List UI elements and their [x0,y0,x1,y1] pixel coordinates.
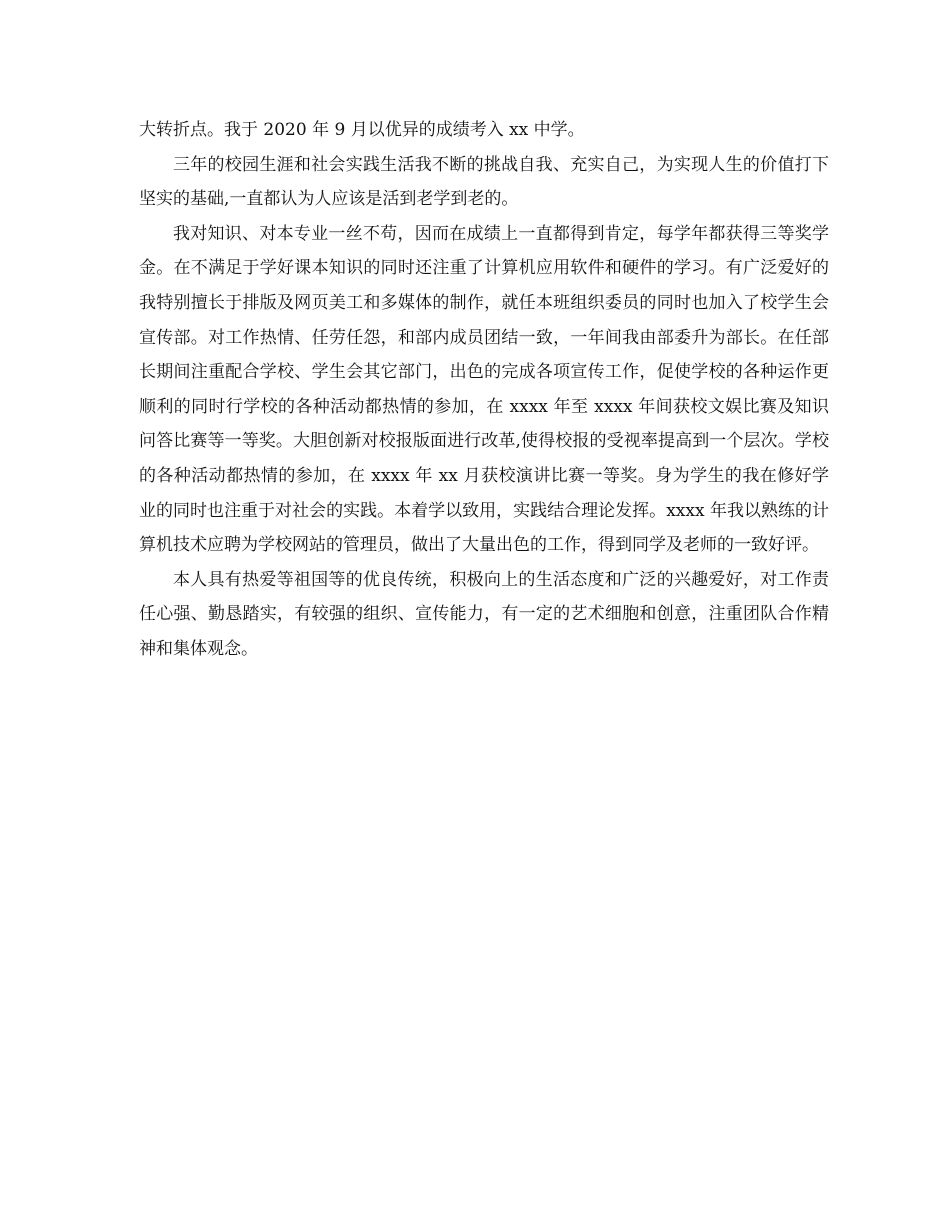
paragraph-continuation: 大转折点。我于 2020 年 9 月以优异的成绩考入 xx 中学。 [139,120,585,140]
document-body [139,113,829,667]
paragraph-campus-life: 三年的校园生涯和社会实践生活我不断的挑战自我、充实自己，为实现人生的价值打下坚实的基础,一直都认为人应该是活到老学到老的。 [139,154,829,210]
paragraph-personal-qualities: 本人具有热爱等祖国等的优良传统，积极向上的生活态度和广泛的兴趣爱好，对工作责任心强、勤恳踏实，有较强的组织、宣传能力，有一定的艺术细胞和创意，注重团队合作精神和集体观念。 [139,569,829,659]
paragraph-achievements: 我对知识、对本专业一丝不苟，因而在成绩上一直都得到肯定，每学年都获得三等奖学金。在不满足于学好课本知识的同时还注重了计算机应用软件和硬件的学习。有广泛爱好的我特别擅长于排版及网页美工和多媒体的制作，就任本班组织委员的同时也加入了校学生会宣传部。对工作热情、任劳任怨，和部内成员团结一致，一年间我由部委升为部长。在任部长期间注重配合学校、学生会其它部门，出色的完成各项宣传工作，促使学校的各种运作更顺利的同时行学校的各种活动都热情的参加，在 xxxx 年至 xxxx 年间获校文娱比赛及知识问答比赛等一等奖。大胆创新对校报版面进行改革,使得校报的受视率提高到一个层次。学校的各种活动都热情的参加，在 xxxx 年 xx 月获校演讲比赛一等奖。身为学生的我在修好学业的同时也注重于对社会的实践。本着学以致用，实践结合理论发挥。xxxx 年我以熟练的计算机技术应聘为学校网站的管理员，做出了大量出色的工作，得到同学及老师的一致好评。 [139,223,829,556]
